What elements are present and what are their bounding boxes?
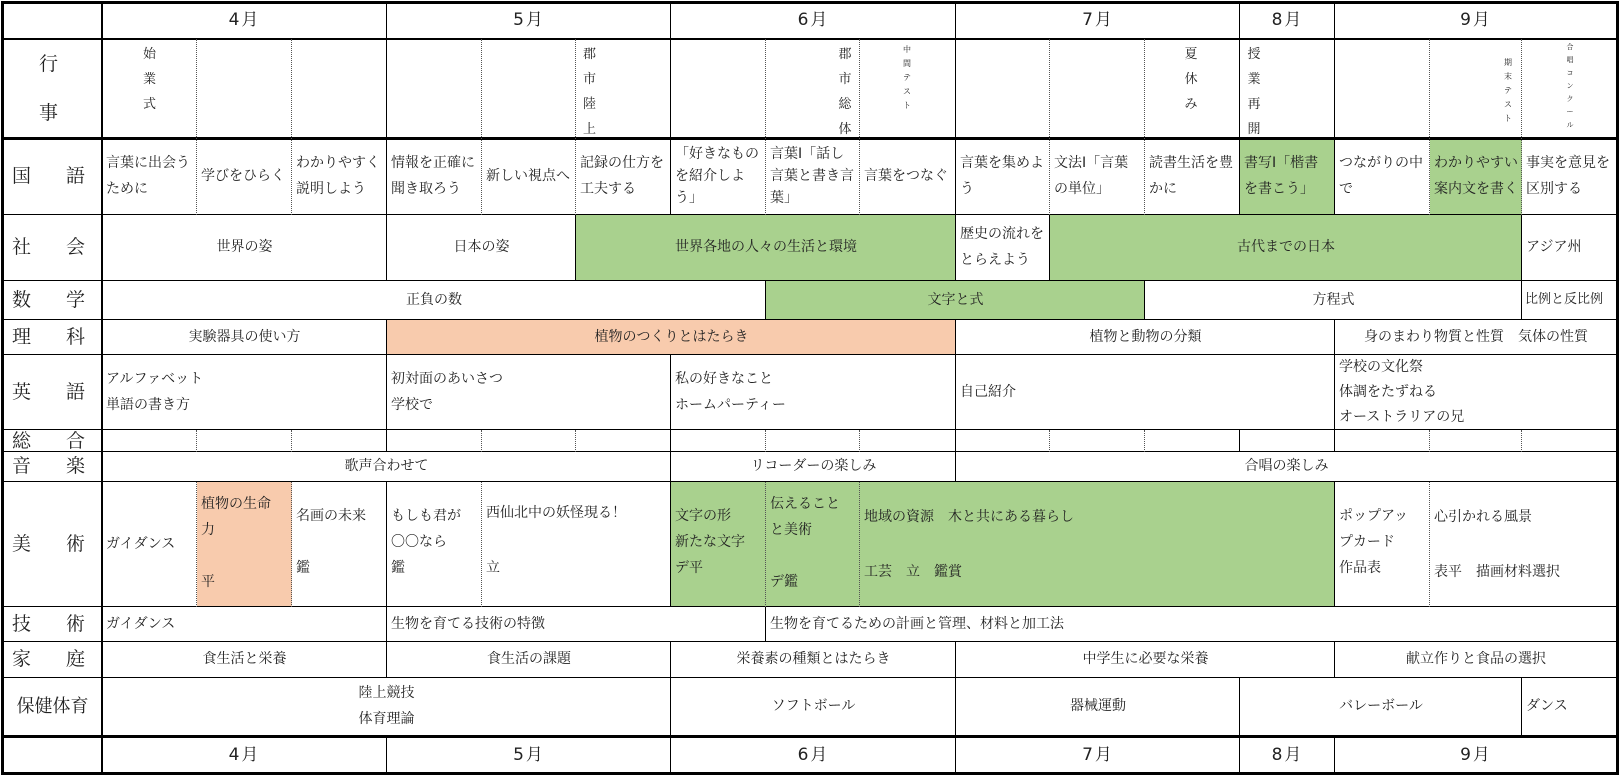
month-header-jul: 7月 xyxy=(1082,10,1114,31)
week-divider xyxy=(859,39,860,215)
event-district-athletics: 郡 市 陸 上 xyxy=(582,47,596,137)
unit-divider xyxy=(1429,482,1430,607)
unit-divider xyxy=(1049,215,1050,281)
unit-divider xyxy=(670,678,671,736)
unit-divider xyxy=(955,678,956,736)
home-economics-unit: 中学生に必要な栄養 xyxy=(1082,651,1209,668)
unit-divider xyxy=(386,215,387,281)
event-final-test: 期 末 テ ス ト xyxy=(1504,58,1512,123)
science-unit: 身のまわり物質と性質 気体の性質 xyxy=(1364,328,1588,345)
technology-unit: 生物を育てる技術の特徴 xyxy=(391,615,545,632)
unit-divider xyxy=(1334,320,1335,355)
social-studies-unit: 世界の姿 xyxy=(216,239,273,256)
unit-divider xyxy=(1239,678,1240,736)
event-opening-ceremony: 始 業 式 xyxy=(142,47,156,112)
row-divider xyxy=(1,606,1619,607)
math-unit: 正負の数 xyxy=(406,291,462,308)
month-divider xyxy=(955,39,956,215)
social-studies-unit: 世界各地の人々の生活と環境 xyxy=(576,215,956,281)
month-footer-jul: 7月 xyxy=(1082,745,1114,766)
month-divider xyxy=(670,737,671,773)
frame-top-border xyxy=(1,1,1619,4)
unit-divider xyxy=(386,642,387,678)
header-bottom-border xyxy=(1,38,1619,40)
science-unit: 植物のつくりとはたらき xyxy=(387,320,956,355)
unit-divider xyxy=(670,642,671,678)
month-divider xyxy=(386,737,387,773)
month-divider xyxy=(955,430,956,452)
unit-divider xyxy=(1334,642,1335,678)
japanese-unit: 学びをひらく xyxy=(201,168,285,185)
english-unit: 初対面のあいさつ 学校で xyxy=(391,370,503,413)
unit-divider xyxy=(481,482,482,607)
unit-divider xyxy=(670,482,671,607)
month-footer-apr: 4月 xyxy=(228,745,261,766)
health-pe-unit: バレーボール xyxy=(1339,698,1423,715)
unit-divider xyxy=(1334,355,1335,430)
unit-divider xyxy=(955,642,956,678)
unit-divider xyxy=(955,452,956,482)
row-divider xyxy=(1,214,1619,215)
art-unit: 名画の未来 鑑 xyxy=(296,508,366,576)
events-bottom-border xyxy=(1,137,1619,140)
subject-label-science: 理 科 xyxy=(11,325,93,348)
week-divider xyxy=(196,39,197,215)
japanese-unit: 記録の仕方を 工夫する xyxy=(580,155,664,197)
week-divider xyxy=(575,430,576,452)
row-divider xyxy=(1,481,1619,482)
row-divider xyxy=(1,641,1619,642)
month-footer-sep: 9月 xyxy=(1460,745,1492,766)
month-footer-may: 5月 xyxy=(513,745,545,766)
health-pe-unit: ソフトボール xyxy=(771,698,856,715)
art-unit: 心引かれる風景 表平 描画材料選択 xyxy=(1434,509,1560,580)
home-economics-unit: 献立作りと食品の選択 xyxy=(1406,651,1546,668)
month-header-aug: 8月 xyxy=(1271,10,1304,31)
subject-label-events: 行 事 xyxy=(38,52,66,125)
home-economics-unit: 食生活の課題 xyxy=(487,651,571,668)
subject-label-social-studies: 社 会 xyxy=(11,236,93,259)
unit-divider xyxy=(955,215,956,281)
month-header-apr: 4月 xyxy=(228,10,261,31)
home-economics-unit: 食生活と栄養 xyxy=(202,651,287,668)
japanese-unit: わかりやすい 案内文を書く xyxy=(1430,139,1522,215)
art-unit: ガイダンス xyxy=(106,535,176,552)
japanese-unit: 「好きなもの を紹介しよ う」 xyxy=(675,146,759,206)
week-divider xyxy=(575,39,576,215)
japanese-unit: 言葉Ⅰ「話し 言葉と書き言 葉」 xyxy=(770,146,854,206)
row-divider xyxy=(1,451,1619,452)
week-divider xyxy=(196,430,197,452)
art-unit: 文字の形 新たな文字 デ平 xyxy=(671,482,766,607)
subject-label-japanese: 国 語 xyxy=(11,165,93,188)
unit-divider xyxy=(765,607,766,642)
unit-divider xyxy=(670,452,671,482)
unit-divider xyxy=(1521,215,1522,281)
math-unit: 方程式 xyxy=(1312,291,1355,308)
month-divider xyxy=(386,39,387,215)
month-divider xyxy=(1334,1,1335,39)
week-divider xyxy=(1429,430,1430,452)
unit-divider xyxy=(386,607,387,642)
month-header-jun: 6月 xyxy=(797,10,830,31)
month-divider xyxy=(1239,430,1240,452)
japanese-unit: つながりの中 で xyxy=(1339,155,1423,197)
social-studies-unit: 古代までの日本 xyxy=(1050,215,1522,281)
english-unit: アルファベット 単語の書き方 xyxy=(106,370,204,413)
art-unit: 西仙北中の妖怪現る！ 立 xyxy=(486,505,626,576)
health-pe-unit: ダンス xyxy=(1526,698,1568,715)
week-divider xyxy=(765,430,766,452)
month-footer-aug: 8月 xyxy=(1271,745,1304,766)
subject-label-math: 数 学 xyxy=(11,288,93,311)
unit-divider xyxy=(1144,281,1145,320)
row-divider xyxy=(1,677,1619,678)
event-district-tournament: 郡 市 総 体 xyxy=(838,47,852,137)
unit-divider xyxy=(859,482,860,607)
event-chorus-contest: 合 唱 コ ン ク ー ル xyxy=(1566,43,1574,129)
week-divider xyxy=(1429,39,1430,215)
unit-divider xyxy=(196,482,197,607)
english-unit: 学校の文化祭 体調をたずねる オーストラリアの兄 xyxy=(1339,358,1465,426)
art-unit: 植物の生命 力 平 xyxy=(197,482,292,607)
social-studies-unit: アジア州 xyxy=(1526,239,1582,256)
subject-label-integrated-study: 総 合 xyxy=(11,430,93,452)
japanese-unit: 読書生活を豊 かに xyxy=(1149,155,1233,197)
month-divider xyxy=(670,430,671,452)
subject-label-technology: 技 術 xyxy=(11,612,93,635)
subject-column-divider xyxy=(101,1,103,775)
month-header-sep: 9月 xyxy=(1460,10,1492,31)
month-divider xyxy=(1334,430,1335,452)
month-divider xyxy=(670,39,671,215)
week-divider xyxy=(1049,39,1050,215)
unit-divider xyxy=(1521,281,1522,320)
week-divider xyxy=(1144,39,1145,215)
content-bottom-border xyxy=(1,735,1619,738)
health-pe-unit: 陸上競技 体育理論 xyxy=(358,685,415,727)
art-unit: もしも君が 〇〇なら 鑑 xyxy=(391,508,461,576)
week-divider xyxy=(291,39,292,215)
event-classes-resume: 授 業 再 開 xyxy=(1247,47,1261,137)
japanese-unit: 事実を意見を 区別する xyxy=(1526,155,1610,197)
music-unit: リコーダーの楽しみ xyxy=(750,458,877,475)
month-divider xyxy=(386,1,387,39)
month-divider xyxy=(955,737,956,773)
unit-divider xyxy=(955,320,956,355)
event-summer-vacation: 夏 休 み xyxy=(1184,47,1198,112)
japanese-unit: 言葉を集めよ う xyxy=(960,155,1044,197)
month-footer-jun: 6月 xyxy=(797,745,830,766)
month-divider xyxy=(1334,39,1335,215)
row-divider xyxy=(1,280,1619,281)
month-divider xyxy=(955,1,956,39)
week-divider xyxy=(481,430,482,452)
unit-divider xyxy=(575,215,576,281)
frame-left-border xyxy=(1,1,4,775)
unit-divider xyxy=(386,320,387,355)
technology-unit: 生物を育てるための計画と管理、材料と加工法 xyxy=(770,615,1064,632)
music-unit: 合唱の楽しみ xyxy=(1244,458,1329,475)
subject-label-music: 音 楽 xyxy=(11,455,93,478)
japanese-unit: わかりやすく 説明しよう xyxy=(296,155,380,197)
music-unit: 歌声合わせて xyxy=(344,458,429,475)
art-unit: ポップアッ プカード 作品表 xyxy=(1339,508,1409,576)
unit-divider xyxy=(955,355,956,430)
month-divider xyxy=(670,1,671,39)
unit-divider xyxy=(1334,482,1335,607)
social-studies-unit: 日本の姿 xyxy=(453,239,510,256)
unit-divider xyxy=(1521,678,1522,736)
row-divider xyxy=(1,354,1619,355)
month-divider xyxy=(1239,1,1240,39)
unit-divider xyxy=(386,355,387,430)
math-unit: 比例と反比例 xyxy=(1525,292,1604,308)
week-divider xyxy=(1521,430,1522,452)
english-unit: 自己紹介 xyxy=(960,383,1016,400)
week-divider xyxy=(1049,430,1050,452)
technology-unit: ガイダンス xyxy=(106,615,176,632)
subject-label-english: 英 語 xyxy=(11,380,93,403)
unit-divider xyxy=(765,482,766,607)
month-divider xyxy=(1334,737,1335,773)
home-economics-unit: 栄養素の種類とはたらき xyxy=(736,651,891,668)
month-divider xyxy=(1239,737,1240,773)
month-header-may: 5月 xyxy=(513,10,545,31)
row-divider xyxy=(1,429,1619,430)
frame-right-border xyxy=(1616,1,1619,775)
math-unit: 文字と式 xyxy=(766,281,1145,320)
event-midterm-test: 中 間 テ ス ト xyxy=(903,45,911,110)
japanese-unit: 文法Ⅰ「言葉 の単位」 xyxy=(1054,155,1129,197)
unit-divider xyxy=(291,482,292,607)
social-studies-unit: 歴史の流れを とらえよう xyxy=(960,226,1044,268)
week-divider xyxy=(765,39,766,215)
japanese-unit: 書写Ⅰ「楷書 を書こう」 xyxy=(1240,139,1335,215)
science-unit: 実験器具の使い方 xyxy=(188,328,301,345)
subject-label-home-economics: 家 庭 xyxy=(11,648,93,671)
japanese-unit: 言葉に出会う ために xyxy=(106,155,190,197)
week-divider xyxy=(481,39,482,215)
japanese-unit: 情報を正確に 聞き取ろう xyxy=(391,155,475,197)
week-divider xyxy=(291,430,292,452)
art-unit: 伝えること と美術 デ鑑 xyxy=(766,482,860,607)
frame-bottom-border xyxy=(1,772,1619,775)
row-divider xyxy=(1,319,1619,320)
unit-divider xyxy=(765,281,766,320)
science-unit: 植物と動物の分類 xyxy=(1089,328,1202,345)
english-unit: 私の好きなこと ホームパーティー xyxy=(675,370,786,413)
subject-label-health-pe: 保健体育 xyxy=(16,696,89,718)
unit-divider xyxy=(386,482,387,607)
month-divider xyxy=(386,430,387,452)
week-divider xyxy=(1521,39,1522,215)
month-divider xyxy=(1239,39,1240,215)
week-divider xyxy=(859,430,860,452)
subject-label-art: 美 術 xyxy=(11,532,93,555)
japanese-unit: 言葉をつなぐ xyxy=(864,168,948,185)
japanese-unit: 新しい視点へ xyxy=(486,168,570,185)
unit-divider xyxy=(670,355,671,430)
week-divider xyxy=(1144,430,1145,452)
art-unit: 地域の資源 木と共にある暮らし 工芸 立 鑑賞 xyxy=(860,482,1335,607)
health-pe-unit: 器械運動 xyxy=(1070,698,1126,715)
